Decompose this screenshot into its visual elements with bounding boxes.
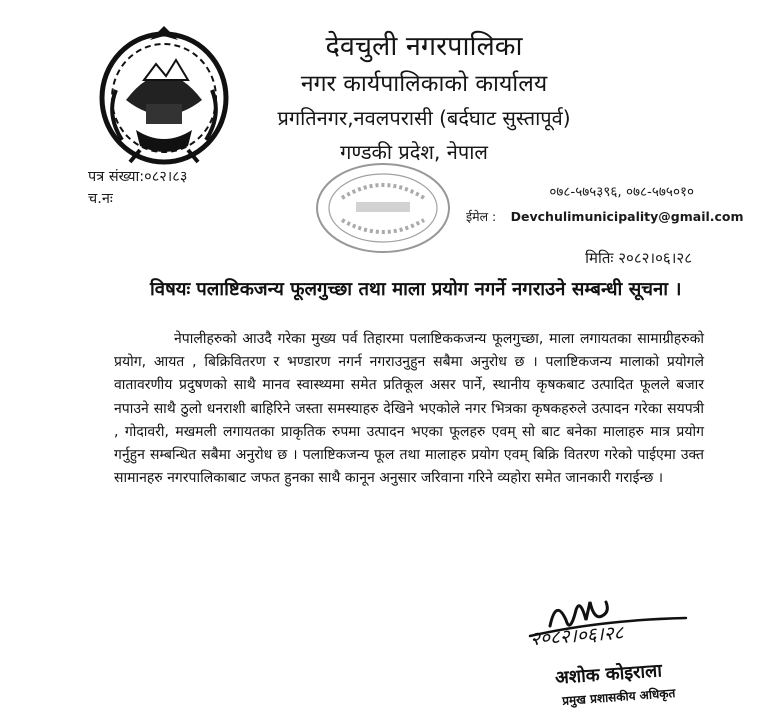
province-line: गण्डकी प्रदेश, नेपाल [340,140,488,164]
municipality-name: देवचुली नगरपालिका [325,31,523,62]
email-label: ईमेल : [466,209,497,224]
dispatch-number: च.नः [88,191,113,207]
office-address: प्रगतिनगर,नवलपरासी (बर्दघाट सुस्तापूर्व) [277,106,571,130]
subject-label: विषयः [150,279,191,300]
notice-body: नेपालीहरुको आउदै गरेका मुख्य पर्व तिहारमा पलाष्टिककजन्य फूलगुच्छा, माला लगायतका सामाग्रीहरुको प्रयोग, आयत , बिक्रिवितरण र भण्डारण नगर्न नगराउनुहुन सबैमा अनुरोध छ । पलाष्टिकजन्य मालाको प्रयोगले वातावरणीय प्रदुषणको साथै मानव स्वास्थ्यमा समेत प्रतिकूल असर पार्ने, स्थानीय कृषकबाट उत्पादित फूलले बजार नपाउने साथै ठुलो धनराशी बाहिरिने जस्ता समस्याहरु देखिने भएकोले नगर भित्रका कृषकहरुले उत्पादन गरेका सयपत्री , गोदावरी, मखमली लगायतका प्राकृतिक रुपमा उत्पादन भएका फूलहरु एवम् सो बाट बनेका मालाहरु मात्र प्रयोग गर्नुहुन सम्बन्धित सबैमा अनुरोध छ । पलाष्टिकजन्य फूल तथा मालाहरु प्रयोग एवम् बिक्रि वितरण गरेको पाईएमा उक्त सामानहरु नगरपालिकाबाट जफत हुनका साथै कानून अनुसार जरिवाना गरिने व्यहोरा समेत जानकारी गराईन्छ । [114,331,704,487]
email-address: Devchulimunicipality@gmail.com [510,209,744,224]
office-stamp-icon [312,158,454,258]
office-name: नगर कार्यपालिकाको कार्यालय [300,71,548,97]
signature-date: २०८२।०६।२८ [529,621,625,651]
subject-line [150,276,681,301]
signatory-name: अशोक कोइराला [554,660,663,689]
signatory-title: प्रमुख प्रशासकीय अधिकृत [561,686,676,708]
subject-text: पलाष्टिकजन्य फूलगुच्छा तथा माला प्रयोग नगर्ने नगराउने सम्बन्धी सूचना । [196,279,682,300]
letter-date: मितिः २०८२।०६।२८ [585,249,692,267]
email-line [466,208,744,225]
phone-numbers: ०७८-५७५३९६, ०७८-५७५०१० [549,184,694,200]
reference-number: पत्र संख्या:०८२।८३ [88,169,188,185]
